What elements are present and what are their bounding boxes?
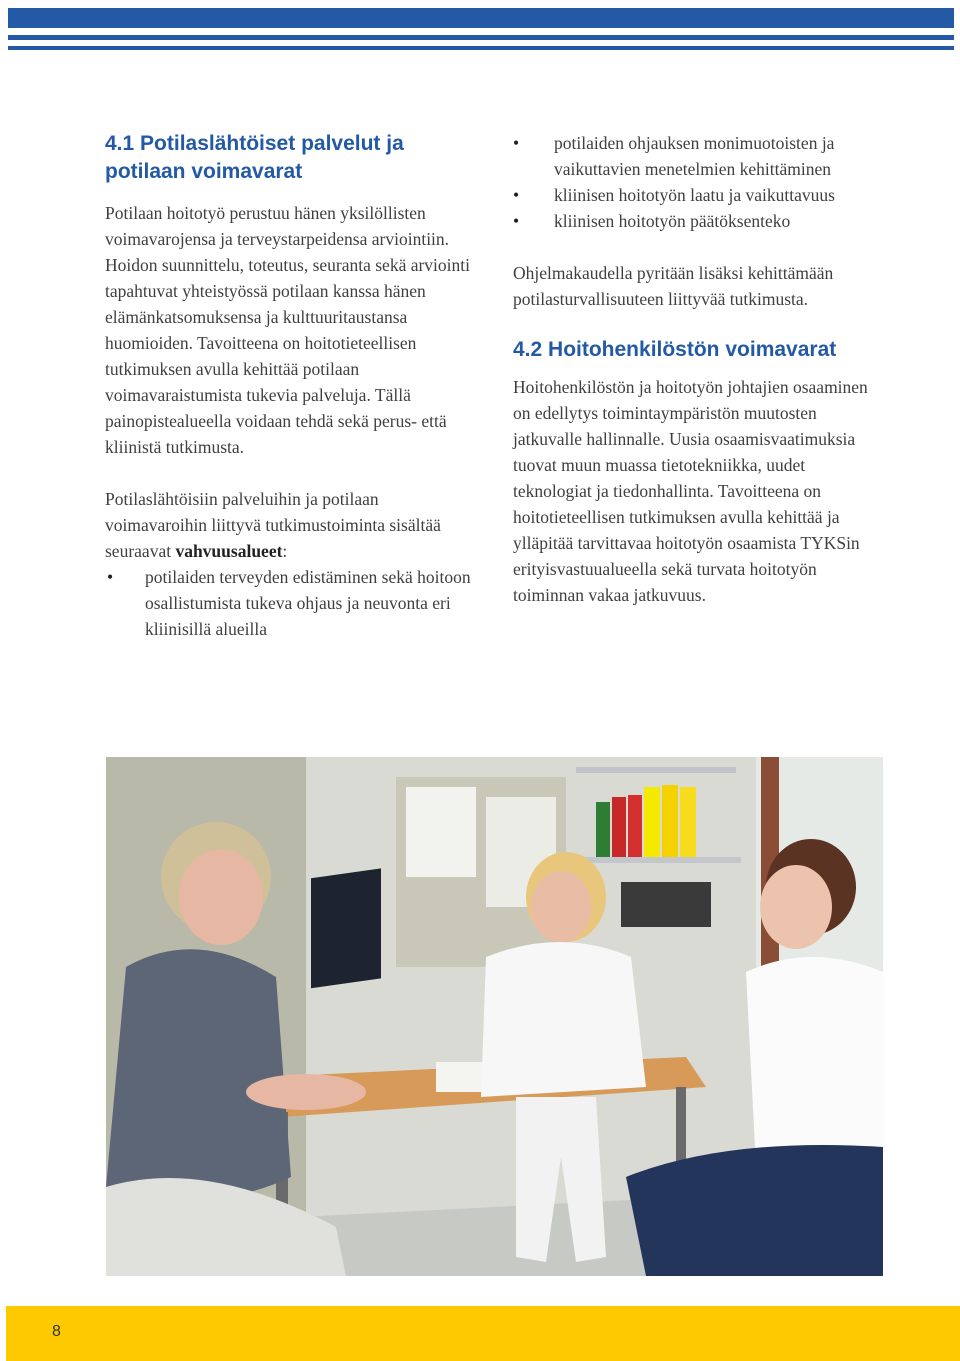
header-stripe-thick	[8, 8, 954, 28]
bullet-item: • potilaiden ohjauksen monimuotoisten ja vaikuttavien menetelmien kehittäminen	[513, 130, 888, 182]
right-paragraph-2: Hoitohenkilöstön ja hoitotyön johtajien osaaminen on edellytys toimintaympäristön muutosten jatkuvalle hallinnalle. Uusia osaamisvaatimuksia tuovat muun muassa tietotekniikka, uudet teknologiat ja tiedonhallinta. Tavoitteena on hoitotieteellisen tutkimuksen avulla kehittää ja ylläpitää tarvittavaa hoitotyön osaamista TYKSin erityisvastuualueella sekä turvata hoitotyön toiminnan vakaa jatkuvuus.	[513, 377, 868, 605]
section-heading-4-1: 4.1 Potilaslähtöiset palvelut ja potilaan voimavarat	[105, 132, 404, 183]
right-column	[513, 130, 888, 608]
bullet-item: • kliinisen hoitotyön päätöksenteko	[513, 208, 888, 234]
bullet-item: • kliinisen hoitotyön laatu ja vaikuttavuus	[513, 182, 888, 208]
header-stripe-thin-1	[8, 35, 954, 40]
header-stripe-thin-2	[8, 46, 954, 50]
left-paragraph-1: Potilaan hoitotyö perustuu hänen yksilöllisten voimavarojensa ja terveystarpeidensa arviointiin. Hoidon suunnittelu, toteutus, seuranta sekä arviointi tapahtuvat yhteistyössä potilaan kanssa hänen elämänkatsomuksensa ja kulttuuritaustansa huomioiden. Tavoitteena on hoitotieteellisen tutkimuksen avulla kehittää potilaan voimavaraistumista tukevia palveluja. Tällä painopistealueella voidaan tehdä sekä perus- että kliinistä tutkimusta.	[105, 203, 471, 457]
left-bullet-list	[105, 564, 485, 642]
footer-bar	[6, 1306, 960, 1361]
left-column	[105, 130, 485, 642]
bullet-item: • potilaiden terveyden edistäminen sekä hoitoon osallistumista tukeva ohjaus ja neuvonta eri kliinisillä alueilla	[105, 564, 485, 642]
left-paragraph-2-end: :	[282, 541, 288, 561]
right-paragraph-1: Ohjelmakaudella pyritään lisäksi kehittämään potilasturvallisuuteen liittyvää tutkimusta.	[513, 263, 834, 309]
right-bullet-list	[513, 130, 888, 234]
section-heading-4-2: 4.2 Hoitohenkilöstön voimavarat	[513, 338, 837, 361]
left-paragraph-2-intro: Potilaslähtöisiin palveluihin ja potilaan voimavaroihin liittyvä tutkimustoiminta sisältää seuraavat	[105, 489, 441, 561]
left-paragraph-2-bold: vahvuusalueet	[175, 541, 283, 561]
consultation-photo	[106, 757, 883, 1276]
page-number: 8	[52, 1323, 61, 1340]
left-paragraph-2	[105, 486, 485, 564]
